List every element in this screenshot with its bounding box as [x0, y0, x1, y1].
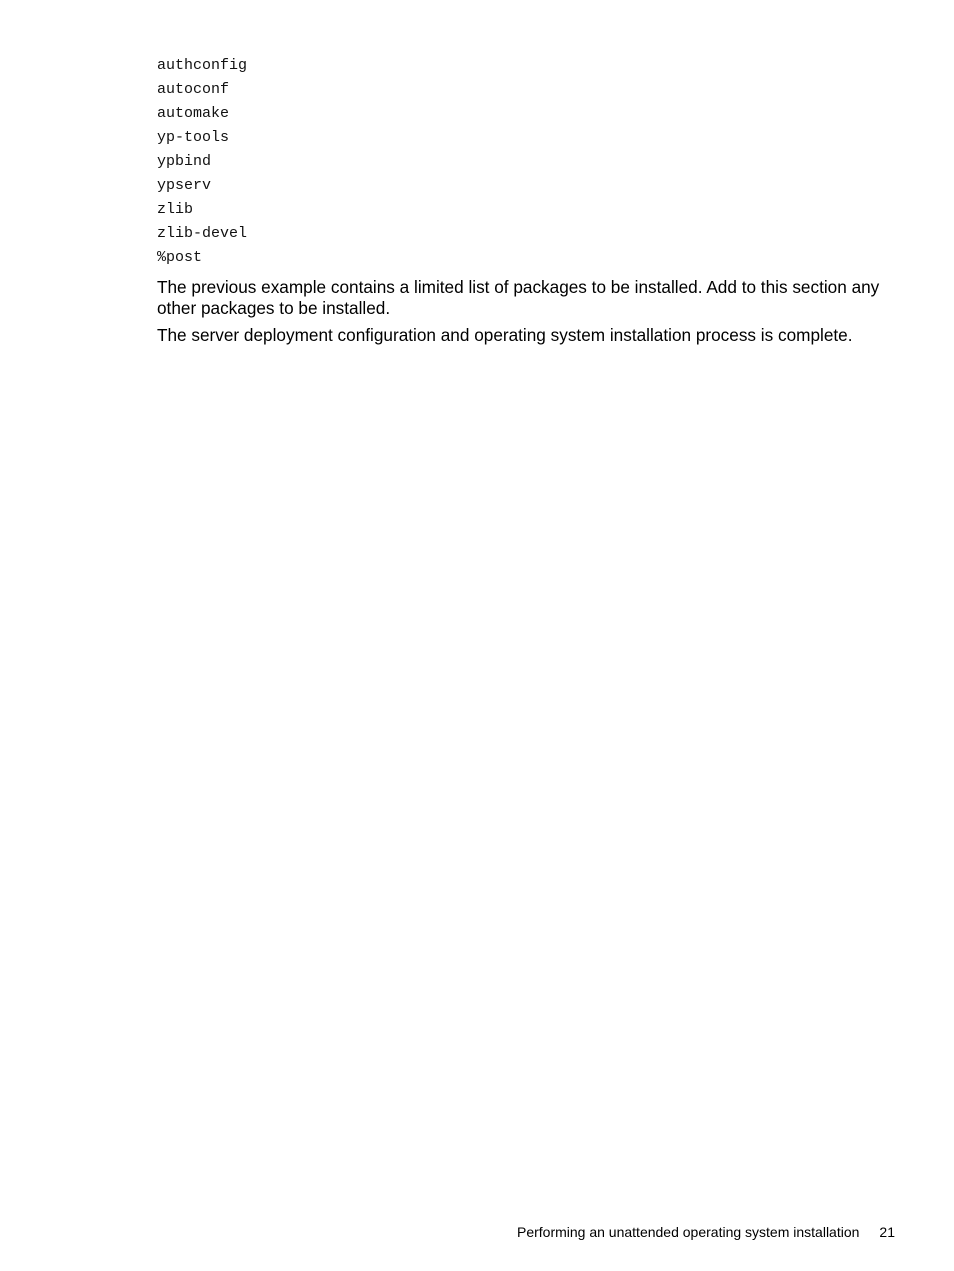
code-line: ypbind [157, 153, 212, 170]
code-line: autoconf [157, 81, 230, 98]
code-line: authconfig [157, 57, 248, 74]
body-paragraph-completion: The server deployment configuration and operating system installation process is complete. [157, 325, 853, 345]
code-line: zlib-devel [157, 225, 248, 242]
page-content [157, 54, 887, 346]
page-footer [517, 1222, 895, 1242]
code-line: automake [157, 105, 230, 122]
body-paragraph-packages-note: The previous example contains a limited list of packages to be installed. Add to this section any other packages to be installed. [157, 277, 880, 318]
code-line: yp-tools [157, 129, 230, 146]
footer-section-title: Performing an unattended operating system installation [516, 1224, 860, 1240]
code-block-package-list [157, 54, 887, 270]
footer-page-number: 21 [879, 1224, 895, 1240]
code-line: zlib [157, 201, 194, 218]
code-line: %post [157, 249, 203, 266]
code-line: ypserv [157, 177, 212, 194]
